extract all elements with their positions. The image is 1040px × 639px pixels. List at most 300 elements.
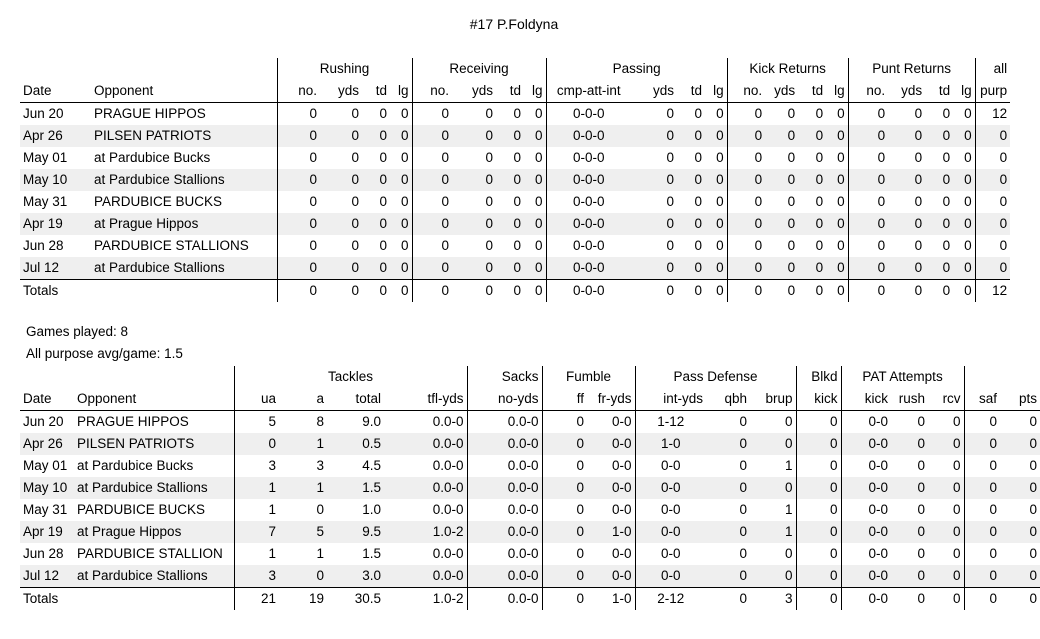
table-cell: 0 <box>848 125 888 147</box>
group-header: Passing <box>546 58 727 80</box>
totals-cell: 30.5 <box>327 588 384 611</box>
table-cell: 0 <box>975 235 1010 257</box>
table-cell: 0 <box>524 125 546 147</box>
table-cell: 0 <box>739 414 748 429</box>
table-cell: 0 <box>848 213 888 235</box>
table-cell: 1.0 <box>362 502 381 517</box>
table-cell: 0 <box>706 521 750 543</box>
table-cell: 1 <box>279 477 327 499</box>
table-cell: 0 <box>401 194 409 209</box>
table-cell: 0 <box>925 257 953 280</box>
table-cell: 0 <box>848 147 888 169</box>
table-cell: 0 <box>362 125 390 147</box>
table-cell: 0 <box>277 125 320 147</box>
table-cell: 0 <box>1029 458 1038 473</box>
table-cell: 0-0 <box>841 411 891 434</box>
table-cell: 0.0-0 <box>467 565 542 588</box>
table-cell: 0 <box>917 502 926 517</box>
table-cell: 0-0-0 <box>546 235 631 257</box>
table-cell: 0 <box>826 125 848 147</box>
table-cell: 0 <box>953 414 961 429</box>
table-cell: 0 <box>631 213 677 235</box>
table-cell: 0 <box>496 125 524 147</box>
table-cell: 0 <box>848 191 888 213</box>
totals-cell: 0 <box>727 280 765 303</box>
table-cell: 0 <box>1000 565 1040 588</box>
table-cell: 0 <box>796 521 841 543</box>
table-cell: 0 <box>412 257 452 280</box>
table-cell: 1 <box>234 477 279 499</box>
column-header: no. <box>277 80 320 103</box>
column-header: ff <box>542 388 587 411</box>
column-header: td <box>677 80 705 103</box>
table-cell: 0-0 <box>635 455 706 477</box>
table-cell: at Pardubice Stallions <box>91 257 277 280</box>
table-row <box>20 455 1040 477</box>
totals-cell: 0 <box>891 588 928 611</box>
table-cell: 1-0 <box>587 521 635 543</box>
column-header: int-yds <box>635 388 706 411</box>
table-cell: 0-0 <box>841 433 891 455</box>
table-cell: 8 <box>316 414 324 429</box>
column-header: lg <box>953 80 975 103</box>
totals-cell: 2-12 <box>635 588 706 611</box>
all-purpose-avg: All purpose avg/game: 1.5 <box>26 346 183 361</box>
table-cell: 3 <box>234 455 279 477</box>
table-cell: 0-0 <box>587 433 635 455</box>
table-cell: 0.0-0 <box>467 411 542 434</box>
page-title: #17 P.Foldyna <box>469 16 559 32</box>
column-header: kick <box>796 388 841 411</box>
table-cell: 0-0 <box>635 499 706 521</box>
table-cell: 0 <box>798 125 826 147</box>
table-cell: 0 <box>848 103 888 126</box>
table-cell: 0-0 <box>612 458 632 473</box>
table-cell: 0 <box>917 458 926 473</box>
table-row <box>20 543 1040 565</box>
table-cell: 0 <box>785 546 793 561</box>
table-cell: Apr 19 <box>20 213 91 235</box>
column-header: purp <box>975 80 1010 103</box>
table-cell: 9.0 <box>362 414 381 429</box>
table-cell: 0 <box>452 257 496 280</box>
table-cell: May 01 <box>23 458 68 473</box>
table-cell: 0 <box>953 169 975 191</box>
table-cell: 0 <box>837 106 845 121</box>
table-cell: 0 <box>891 565 928 588</box>
table-cell: 0 <box>953 125 975 147</box>
table-cell: 0 <box>975 191 1010 213</box>
table-cell: 0 <box>796 433 841 455</box>
group-header: all <box>975 58 1010 80</box>
table-cell: 0 <box>739 546 748 561</box>
table-cell: 0 <box>1029 502 1038 517</box>
table-cell: 0 <box>524 169 546 191</box>
totals-cell: 0 <box>706 588 750 611</box>
table-cell: 0 <box>891 433 928 455</box>
table-cell: May 01 <box>23 150 68 165</box>
table-cell: 0 <box>351 194 359 209</box>
column-header: fr-yds <box>587 388 635 411</box>
column-header: td <box>496 80 524 103</box>
table-cell: 0 <box>542 565 587 588</box>
table-cell: 0 <box>705 169 727 191</box>
group-header: Tackles <box>234 366 467 388</box>
group-header: Receiving <box>412 58 546 80</box>
table-row <box>20 235 1010 257</box>
table-cell: 0.0-0 <box>384 477 467 499</box>
column-header: no. <box>727 80 765 103</box>
table-cell: PILSEN PATRIOTS <box>91 125 277 147</box>
totals-cell: 12 <box>975 280 1010 303</box>
table-cell: 0 <box>796 477 841 499</box>
table-row <box>20 147 1010 169</box>
totals-cell: 0 <box>765 280 798 303</box>
table-cell: 0 <box>401 106 409 121</box>
table-cell: 0 <box>826 213 848 235</box>
column-header: kick <box>841 388 891 411</box>
totals-cell: 0-0-0 <box>546 280 631 303</box>
defense-stats-table <box>20 366 1040 610</box>
table-cell: 0 <box>727 191 765 213</box>
table-cell: 0 <box>1029 414 1038 429</box>
table-cell: 0 <box>787 194 796 209</box>
table-row <box>20 191 1010 213</box>
column-header: td <box>798 80 826 103</box>
table-row <box>20 257 1010 280</box>
column-header: rush <box>891 388 928 411</box>
table-cell: 0 <box>925 213 953 235</box>
table-cell: 0-0 <box>635 477 706 499</box>
table-cell: 0 <box>412 169 452 191</box>
table-cell: 0 <box>917 414 926 429</box>
table-cell: 0 <box>848 235 888 257</box>
table-cell: 0 <box>765 257 798 280</box>
table-cell: 0 <box>542 411 587 434</box>
table-cell: 0 <box>815 194 824 209</box>
column-header: Opponent <box>74 388 234 411</box>
table-cell: 1-12 <box>635 411 706 434</box>
table-row <box>20 125 1010 147</box>
table-cell: 0 <box>888 257 925 280</box>
table-cell: 0 <box>379 238 387 253</box>
table-cell: 0 <box>485 150 494 165</box>
games-played: Games played: 8 <box>26 324 129 339</box>
column-header: saf <box>964 388 1000 411</box>
table-cell: 0 <box>925 169 953 191</box>
table-cell: 0 <box>925 125 953 147</box>
table-cell: PARDUBICE STALLIONS <box>94 238 249 253</box>
table-cell: 0 <box>706 477 750 499</box>
table-cell: 0.0-0 <box>432 546 464 561</box>
totals-row <box>20 280 1010 303</box>
table-cell: 0 <box>815 238 824 253</box>
table-cell: 0 <box>513 106 522 121</box>
table-cell: 0 <box>705 213 727 235</box>
table-row <box>20 477 1040 499</box>
column-header: lg <box>705 80 727 103</box>
table-cell: May 31 <box>23 194 68 209</box>
table-cell: 0 <box>666 238 675 253</box>
table-cell: 0 <box>390 125 412 147</box>
table-cell: 0 <box>1000 433 1040 455</box>
table-cell: 0 <box>942 150 951 165</box>
group-header: Fumble <box>542 366 635 388</box>
totals-cell: Totals <box>20 588 74 611</box>
table-cell: 0 <box>694 150 703 165</box>
group-spacer <box>964 366 1040 388</box>
table-cell: 0-0 <box>841 543 891 565</box>
table-cell: 0 <box>765 213 798 235</box>
table-cell: 0 <box>837 194 845 209</box>
table-cell: 0 <box>362 169 390 191</box>
table-row <box>20 521 1040 543</box>
table-cell: 0.0-0 <box>467 499 542 521</box>
table-cell: 0 <box>390 257 412 280</box>
table-cell: 3 <box>234 565 279 588</box>
table-cell: 0 <box>964 433 1000 455</box>
table-cell: 0 <box>277 213 320 235</box>
table-cell: 0 <box>401 150 409 165</box>
table-cell: 0 <box>485 238 494 253</box>
table-cell: 0 <box>914 106 923 121</box>
table-cell: 0 <box>485 194 494 209</box>
totals-cell: 0 <box>677 280 705 303</box>
table-cell: 0 <box>727 235 765 257</box>
table-cell: 0 <box>798 169 826 191</box>
table-cell: 0 <box>706 433 750 455</box>
table-cell: 3.0 <box>327 565 384 588</box>
totals-cell: 0 <box>953 280 975 303</box>
column-header: tfl-yds <box>384 388 467 411</box>
table-cell: 0 <box>928 433 964 455</box>
column-header: rcv <box>928 388 964 411</box>
totals-cell: 0 <box>888 280 925 303</box>
table-row <box>20 433 1040 455</box>
column-header: lg <box>390 80 412 103</box>
table-cell: 0 <box>964 194 972 209</box>
table-cell: 4.5 <box>362 458 381 473</box>
table-cell: 0 <box>785 414 793 429</box>
table-cell: Apr 26 <box>20 433 74 455</box>
totals-cell: 0 <box>277 280 320 303</box>
table-cell: 0 <box>535 238 543 253</box>
totals-cell: 0 <box>390 280 412 303</box>
table-cell: 0 <box>975 169 1010 191</box>
column-header: yds <box>888 80 925 103</box>
totals-row <box>20 588 1040 611</box>
table-cell: 1 <box>234 499 279 521</box>
column-header: Date <box>20 388 74 411</box>
table-cell: 0-0 <box>612 546 632 561</box>
table-cell: 0 <box>953 546 961 561</box>
table-cell: at Pardubice Stallions <box>74 565 234 588</box>
table-cell: 12 <box>975 103 1010 126</box>
table-cell: 0 <box>351 106 359 121</box>
group-spacer <box>20 366 234 388</box>
table-cell: 0 <box>815 150 824 165</box>
group-header: PAT Attempts <box>841 366 964 388</box>
table-cell: at Pardubice Bucks <box>77 458 194 473</box>
column-header: yds <box>320 80 362 103</box>
table-cell: 0 <box>727 257 765 280</box>
table-cell: 0 <box>975 257 1010 280</box>
table-cell: 0 <box>542 521 587 543</box>
table-cell: 1 <box>279 433 327 455</box>
table-cell: 0 <box>452 169 496 191</box>
column-header-row <box>20 80 1010 103</box>
table-cell: May 10 <box>20 477 74 499</box>
table-cell: 7 <box>234 521 279 543</box>
table-cell: 0 <box>542 433 587 455</box>
column-header: yds <box>452 80 496 103</box>
totals-cell <box>91 280 277 303</box>
totals-cell: 1.0-2 <box>384 588 467 611</box>
table-cell: at Prague Hippos <box>91 213 277 235</box>
table-cell: Apr 26 <box>20 125 91 147</box>
table-cell: at Pardubice Stallions <box>91 169 277 191</box>
table-cell: 0 <box>277 191 320 213</box>
column-header-row <box>20 388 1040 411</box>
totals-cell: 21 <box>234 588 279 611</box>
table-cell: 3 <box>316 458 324 473</box>
table-row <box>20 499 1040 521</box>
table-cell: 0 <box>412 147 452 169</box>
table-cell: 0 <box>496 169 524 191</box>
table-cell: 0.0-0 <box>467 477 542 499</box>
column-header: qbh <box>706 388 750 411</box>
table-cell: 0 <box>277 103 320 126</box>
totals-cell: Totals <box>20 280 91 303</box>
table-cell: 0.5 <box>327 433 384 455</box>
table-cell: 0-0 <box>587 565 635 588</box>
totals-cell: 0 <box>964 588 1000 611</box>
table-cell: 0 <box>234 433 279 455</box>
table-cell: 0 <box>727 169 765 191</box>
table-cell: 5 <box>234 411 279 434</box>
table-cell: 0 <box>787 150 796 165</box>
table-cell: 0.0-0 <box>432 502 464 517</box>
table-cell: 0 <box>975 147 1010 169</box>
table-cell: 0 <box>765 125 798 147</box>
group-header: Rushing <box>277 58 412 80</box>
table-cell: 0 <box>706 565 750 588</box>
table-cell: at Prague Hippos <box>74 521 234 543</box>
table-cell: 0-0 <box>635 565 706 588</box>
table-cell: Jun 20 <box>23 106 64 121</box>
table-cell: 0 <box>975 213 1010 235</box>
table-cell: May 10 <box>20 169 91 191</box>
table-cell: 0 <box>1000 477 1040 499</box>
table-cell: 0 <box>727 103 765 126</box>
group-header-row <box>20 58 1010 80</box>
totals-cell: 0 <box>320 280 362 303</box>
table-cell: 0 <box>964 106 972 121</box>
table-cell: 0 <box>798 257 826 280</box>
group-header: Kick Returns <box>727 58 848 80</box>
table-cell: 0 <box>277 235 320 257</box>
table-cell: 0 <box>694 238 703 253</box>
table-cell: 0 <box>513 238 522 253</box>
table-cell: 0 <box>485 106 494 121</box>
table-cell: Jun 28 <box>23 238 64 253</box>
table-cell: Jun 20 <box>23 414 64 429</box>
table-cell: 0 <box>320 125 362 147</box>
table-cell: 0 <box>964 477 1000 499</box>
table-cell: 1.5 <box>327 477 384 499</box>
totals-cell: 0 <box>1000 588 1040 611</box>
group-header: Pass Defense <box>635 366 796 388</box>
table-cell: 0 <box>914 194 923 209</box>
group-header-row <box>20 366 1040 388</box>
table-cell: 0 <box>513 150 522 165</box>
table-cell: 0 <box>694 106 703 121</box>
table-cell: 0-0 <box>841 477 891 499</box>
table-cell: 0 <box>496 213 524 235</box>
table-cell: 0 <box>837 150 845 165</box>
table-cell: 0-0 <box>612 502 632 517</box>
table-cell: 0 <box>412 125 452 147</box>
totals-cell: 0 <box>925 280 953 303</box>
table-cell: 0.0-0 <box>384 565 467 588</box>
totals-cell <box>74 588 234 611</box>
table-cell: 0 <box>787 106 796 121</box>
column-header: lg <box>524 80 546 103</box>
table-cell: 1 <box>785 502 793 517</box>
table-cell: 0-0 <box>841 565 891 588</box>
table-cell: 5 <box>279 521 327 543</box>
offense-stats-table <box>20 58 1010 302</box>
table-cell: 0.0-0 <box>467 521 542 543</box>
table-cell: 0 <box>277 169 320 191</box>
table-cell: 0 <box>362 213 390 235</box>
table-cell: 0 <box>964 499 1000 521</box>
table-row <box>20 169 1010 191</box>
table-cell: 0 <box>401 238 409 253</box>
totals-cell: 0 <box>705 280 727 303</box>
column-header: a <box>279 388 327 411</box>
table-cell: 0 <box>888 125 925 147</box>
table-row <box>20 103 1010 126</box>
table-cell: 0 <box>705 125 727 147</box>
table-cell: 0 <box>677 125 705 147</box>
table-cell: 0 <box>953 502 961 517</box>
column-header: brup <box>750 388 796 411</box>
table-cell: 0 <box>815 106 824 121</box>
totals-cell: 0 <box>412 280 452 303</box>
totals-cell: 0 <box>524 280 546 303</box>
table-cell: PILSEN PATRIOTS <box>74 433 234 455</box>
table-cell: 0 <box>750 477 796 499</box>
table-cell: PRAGUE HIPPOS <box>77 414 189 429</box>
table-cell: 0 <box>666 150 675 165</box>
table-row <box>20 565 1040 588</box>
table-cell: 1 <box>750 521 796 543</box>
table-cell: 0 <box>891 477 928 499</box>
totals-cell: 0 <box>542 588 587 611</box>
table-cell: 0 <box>727 213 765 235</box>
table-cell: 0.0-0 <box>467 543 542 565</box>
table-cell: 0 <box>914 238 923 253</box>
table-cell: 0 <box>379 150 387 165</box>
table-row <box>20 411 1040 434</box>
table-cell: 0-0-0 <box>546 147 631 169</box>
table-cell: 0 <box>524 257 546 280</box>
column-header: yds <box>631 80 677 103</box>
table-cell: 0 <box>888 169 925 191</box>
table-cell: 0 <box>320 213 362 235</box>
table-cell: 0 <box>848 169 888 191</box>
